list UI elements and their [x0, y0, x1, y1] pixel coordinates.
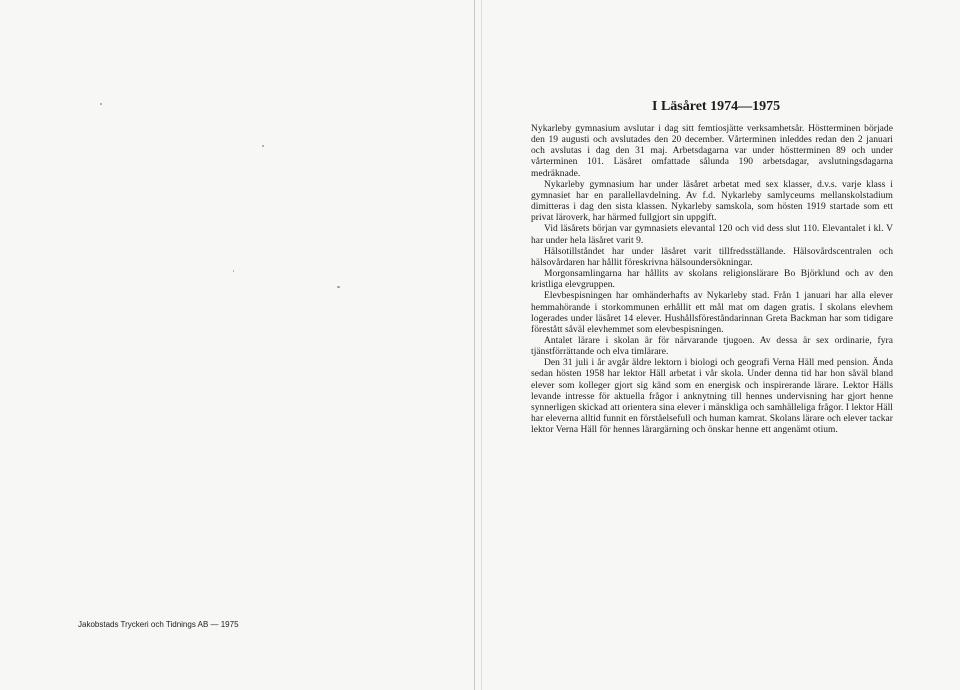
paper-speck — [337, 286, 340, 288]
paragraph: Morgonsamlingarna har hållits av skolans religionslärare Bo Björklund och av den kristliga elevgruppen. — [531, 269, 893, 291]
paper-speck — [262, 145, 264, 147]
paragraph: Nykarleby gymnasium har under läsåret arbetat med sex klasser, d.v.s. varje klass i gymnasiet har en parallellavdelning. Av f.d. Nykarleby samlyceums mellanskolstadium dimitteras i dag den sista klassen. Nykarleby samskola, som hösten 1919 startade som ett privat läroverk, har härmed fullgjort sin uppgift. — [531, 179, 893, 224]
paragraph: Hälsotillståndet har under läsåret varit tillfredsställande. Hälsovårdscentralen och hälsovårdaren har hållit föreskrivna hälsoundersökningar. — [531, 246, 893, 268]
left-page — [0, 0, 474, 690]
paragraph: Elevbespisningen har omhänderhafts av Nykarleby stad. Från 1 januari har alla elever hemmahörande i storkommunen erhållit ett mål mat om dagen gratis. I skolans elevhem logerades under läsåret 14 elever. Hushållsföreståndarinnan Greta Backman har som tidigare förestått såväl elevhemmet som elevbespisningen. — [531, 291, 893, 335]
printer-imprint: Jakobstads Tryckeri och Tidnings AB — 1975 — [78, 620, 239, 629]
paper-speck — [233, 270, 234, 272]
paragraph: Vid läsårets början var gymnasiets elevantal 120 och vid dess slut 110. Elevantalet i kl. V har under hela läsåret varit 9. — [531, 224, 893, 246]
chapter-title: I Läsåret 1974—1975 — [652, 99, 781, 114]
paragraph: Antalet lärare i skolan är för närvarande tjugoen. Av dessa är sex ordinarie, fyra tjänstförrättande och elva timlärare. — [531, 335, 893, 358]
paragraph: Den 31 juli i år avgår äldre lektorn i biologi och geografi Verna Häll med pension. Ända sedan hösten 1958 har lektor Häll arbetat i vår skola. Under denna tid har hon såväl bland elever som kolleger gjort sig känd som en energisk och inspirerande lärare. Lektor Hälls levande intresse för aktuella frågor i anknytning till hennes undervisning har gjort henne synnerligen skickad att orientera sina elever i mänskliga och samhälleliga frågor. I lektor Häll har eleverna alltid funnit en förståelsefull och human kamrat. Skolans lärare och elever tackar lektor Verna Häll för hennes lärargärning och önskar henne ett angenämt otium. — [531, 358, 893, 436]
paragraph: Nykarleby gymnasium avslutar i dag sitt femtiosjätte verksamhetsår. Höstterminen började den 19 augusti och avslutades den 20 december. Vårterminen inleddes redan den 2 januari och avslutas i dag den 31 maj. Arbetsdagarna var under höstterminen 89 och under vårterminen 101. Läsåret omfattade sålunda 190 arbetsdagar, avslutningsdagarna medräknade. — [531, 124, 893, 179]
page-fold — [474, 0, 475, 690]
body-text — [531, 124, 893, 436]
paper-speck — [100, 103, 102, 105]
right-page — [482, 0, 960, 690]
